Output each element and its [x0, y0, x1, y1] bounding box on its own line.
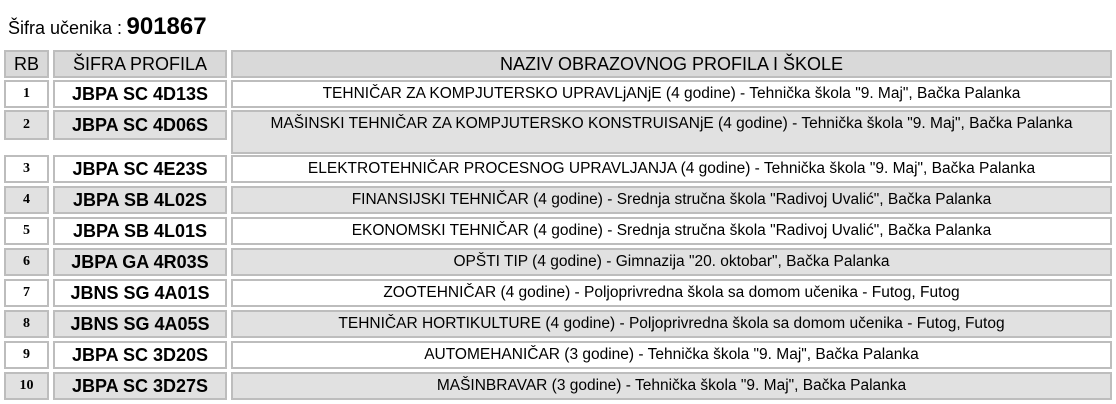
- rb-cell: 8: [4, 310, 49, 338]
- profile-code-cell: JBPA SB 4L02S: [53, 186, 227, 214]
- rb-cell: 7: [4, 279, 49, 307]
- student-code: [8, 12, 207, 42]
- profile-name-cell: OPŠTI TIP (4 godine) - Gimnazija "20. oktobar", Bačka Palanka: [231, 248, 1112, 276]
- profile-code-cell: JBPA SC 4E23S: [53, 155, 227, 183]
- profile-name-cell: ELEKTROTEHNIČAR PROCESNOG UPRAVLJANJA (4 godine) - Tehnička škola "9. Maj", Bačka Palanka: [231, 155, 1112, 183]
- profile-name-cell: AUTOMEHANIČAR (3 godine) - Tehnička škola "9. Maj", Bačka Palanka: [231, 341, 1112, 369]
- profile-code-cell: JBPA SC 3D20S: [53, 341, 227, 369]
- table-row: [0, 279, 1116, 307]
- table-row: [0, 217, 1116, 245]
- profile-name-cell: MAŠINSKI TEHNIČAR ZA KOMPJUTERSKO KONSTRUISANjE (4 godine) - Tehnička škola "9. Maj", Bačka Palanka: [231, 110, 1112, 154]
- rb-cell: 10: [4, 372, 49, 400]
- profile-code-cell: JBPA SC 3D27S: [53, 372, 227, 400]
- table-row: [0, 341, 1116, 369]
- rb-cell: 6: [4, 248, 49, 276]
- student-code-label: Šifra učenika :: [8, 18, 123, 38]
- header-sifra-profila: ŠIFRA PROFILA: [53, 50, 227, 78]
- rb-cell: 2: [4, 110, 49, 140]
- table-row: [0, 186, 1116, 214]
- rb-cell: 3: [4, 155, 49, 183]
- table-row: [0, 110, 1116, 154]
- profile-name-cell: ZOOTEHNIČAR (4 godine) - Poljoprivredna škola sa domom učenika - Futog, Futog: [231, 279, 1112, 307]
- profile-code-cell: JBPA SB 4L01S: [53, 217, 227, 245]
- header-naziv-profila: NAZIV OBRAZOVNOG PROFILA I ŠKOLE: [231, 50, 1112, 78]
- table-row: [0, 310, 1116, 338]
- profile-name-cell: EKONOMSKI TEHNIČAR (4 godine) - Srednja stručna škola "Radivoj Uvalić", Bačka Palanka: [231, 217, 1112, 245]
- rb-cell: 4: [4, 186, 49, 214]
- profile-name-cell: TEHNIČAR ZA KOMPJUTERSKO UPRAVLjANjE (4 godine) - Tehnička škola "9. Maj", Bačka Palanka: [231, 80, 1112, 108]
- profile-name-cell: MAŠINBRAVAR (3 godine) - Tehnička škola "9. Maj", Bačka Palanka: [231, 372, 1112, 400]
- rb-cell: 9: [4, 341, 49, 369]
- table-row: [0, 248, 1116, 276]
- table-row: [0, 155, 1116, 183]
- profile-code-cell: JBNS SG 4A05S: [53, 310, 227, 338]
- profile-name-cell: FINANSIJSKI TEHNIČAR (4 godine) - Srednja stručna škola "Radivoj Uvalić", Bačka Palanka: [231, 186, 1112, 214]
- profile-code-cell: JBPA SC 4D06S: [53, 110, 227, 140]
- rb-cell: 1: [4, 80, 49, 108]
- rb-cell: 5: [4, 217, 49, 245]
- table-row: [0, 372, 1116, 400]
- student-code-value: 901867: [126, 13, 207, 40]
- header-rb: RB: [4, 50, 49, 78]
- profile-code-cell: JBPA GA 4R03S: [53, 248, 227, 276]
- profile-name-cell: TEHNIČAR HORTIKULTURE (4 godine) - Poljoprivredna škola sa domom učenika - Futog, Futog: [231, 310, 1112, 338]
- profile-code-cell: JBPA SC 4D13S: [53, 80, 227, 108]
- table-row: [0, 80, 1116, 108]
- profile-code-cell: JBNS SG 4A01S: [53, 279, 227, 307]
